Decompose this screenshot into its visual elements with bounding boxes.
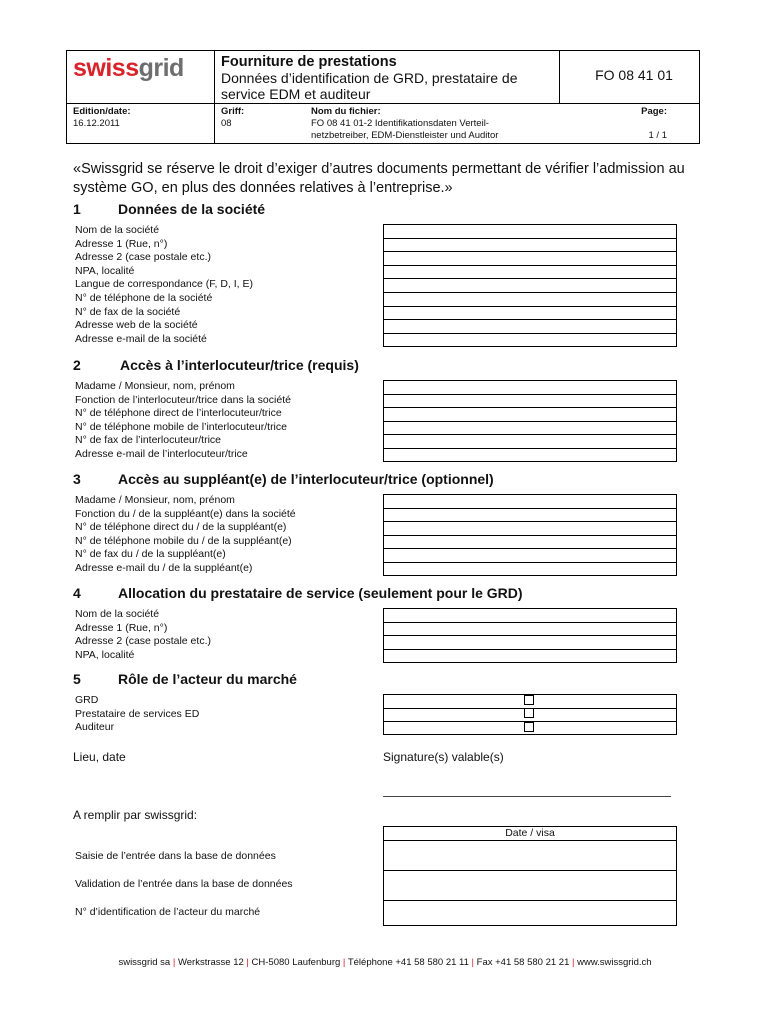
document-title: Fourniture de prestations Données d’identification de GRD, prestataire de service EDM et auditeur bbox=[221, 54, 518, 102]
date-visa-table[interactable] bbox=[383, 826, 677, 926]
ed-provider-checkbox[interactable] bbox=[524, 708, 534, 718]
section-4-input-grid[interactable] bbox=[383, 608, 677, 663]
section-4-title: Allocation du prestataire de service (seulement pour le GRD) bbox=[118, 585, 523, 601]
intro-statement: «Swissgrid se réserve le droit d’exiger d’autres documents permettant de vérifier l’admission au système GO, en plus des données relatives à l’entreprise.» bbox=[73, 161, 685, 196]
section-4-number: 4 bbox=[73, 585, 81, 601]
section-5-title: Rôle de l’acteur du marché bbox=[118, 671, 297, 687]
section-4-labels: Nom de la société Adresse 1 (Rue, n°) Adresse 2 (case postale etc.) NPA, localité bbox=[75, 608, 211, 661]
section-1-labels: Nom de la société Adresse 1 (Rue, n°) Adresse 2 (case postale etc.) NPA, localité Langue de correspondance (F, D, I, E) N° de téléphone de la société N° de fax de la société Adresse web de la société Adresse e-mail de la société bbox=[75, 224, 254, 345]
section-2-input-grid[interactable] bbox=[383, 380, 677, 462]
swissgrid-box-heading: A remplir par swissgrid: bbox=[73, 808, 198, 822]
signature-label: Signature(s) valable(s) bbox=[383, 750, 504, 764]
signature-line[interactable] bbox=[383, 796, 671, 797]
page-info: Page: 1 / 1 bbox=[641, 106, 667, 141]
auditor-checkbox[interactable] bbox=[524, 722, 534, 732]
form-code: FO 08 41 01 bbox=[595, 67, 673, 83]
date-visa-header: Date / visa bbox=[384, 827, 676, 841]
section-1-number: 1 bbox=[73, 201, 81, 217]
market-actor-id-label: N° d’identification de l’acteur du marché bbox=[75, 906, 261, 918]
section-2-title: Accès à l’interlocuteur/trice (requis) bbox=[120, 357, 359, 373]
griff-info: Griff: 08 bbox=[221, 106, 245, 129]
section-1-input-grid[interactable] bbox=[383, 224, 677, 347]
section-3-title: Accès au suppléant(e) de l’interlocuteur/trice (optionnel) bbox=[118, 471, 494, 487]
place-date-label: Lieu, date bbox=[73, 750, 126, 764]
section-2-number: 2 bbox=[73, 357, 81, 373]
footer: swissgrid sa | Werkstrasse 12 | CH-5080 Laufenburg | Téléphone +41 58 580 21 11 | Fax +41 58 580 21 21 | www.swissgrid.ch bbox=[118, 957, 652, 968]
swissgrid-logo: swissgrid bbox=[73, 54, 184, 82]
section-1-title: Données de la société bbox=[118, 201, 266, 217]
grd-checkbox[interactable] bbox=[524, 695, 534, 705]
section-5-number: 5 bbox=[73, 671, 81, 687]
section-2-labels: Madame / Monsieur, nom, prénom Fonction de l’interlocuteur/trice dans la société N° de téléphone direct de l’interlocuteur/trice N° de téléphone mobile de l’interlocuteur/trice N° de fax de l’interlocuteur/trice Adresse e-mail de l’interlocuteur/trice bbox=[75, 380, 291, 460]
document-header bbox=[66, 50, 700, 144]
edition-info: Edition/date: 16.12.2011 bbox=[73, 106, 131, 129]
section-3-labels: Madame / Monsieur, nom, prénom Fonction du / de la suppléant(e) dans la société N° de téléphone direct du / de la suppléant(e) N° de téléphone mobile du / de la suppléant(e) N° de fax du / de la suppléant(e) Adresse e-mail du / de la suppléant(e) bbox=[75, 494, 296, 574]
file-name-info: Nom du fichier: FO 08 41 01-2 Identifikationsdaten Verteil- netzbetreiber, EDM-Dienstleister und Auditor bbox=[311, 106, 499, 141]
section-3-input-grid[interactable] bbox=[383, 494, 677, 576]
entry-validation-label: Validation de l’entrée dans la base de données bbox=[75, 878, 293, 890]
section-3-number: 3 bbox=[73, 471, 81, 487]
section-5-labels: GRD Prestataire de services ED Auditeur bbox=[75, 694, 200, 734]
entry-capture-label: Saisie de l’entrée dans la base de données bbox=[75, 850, 276, 862]
